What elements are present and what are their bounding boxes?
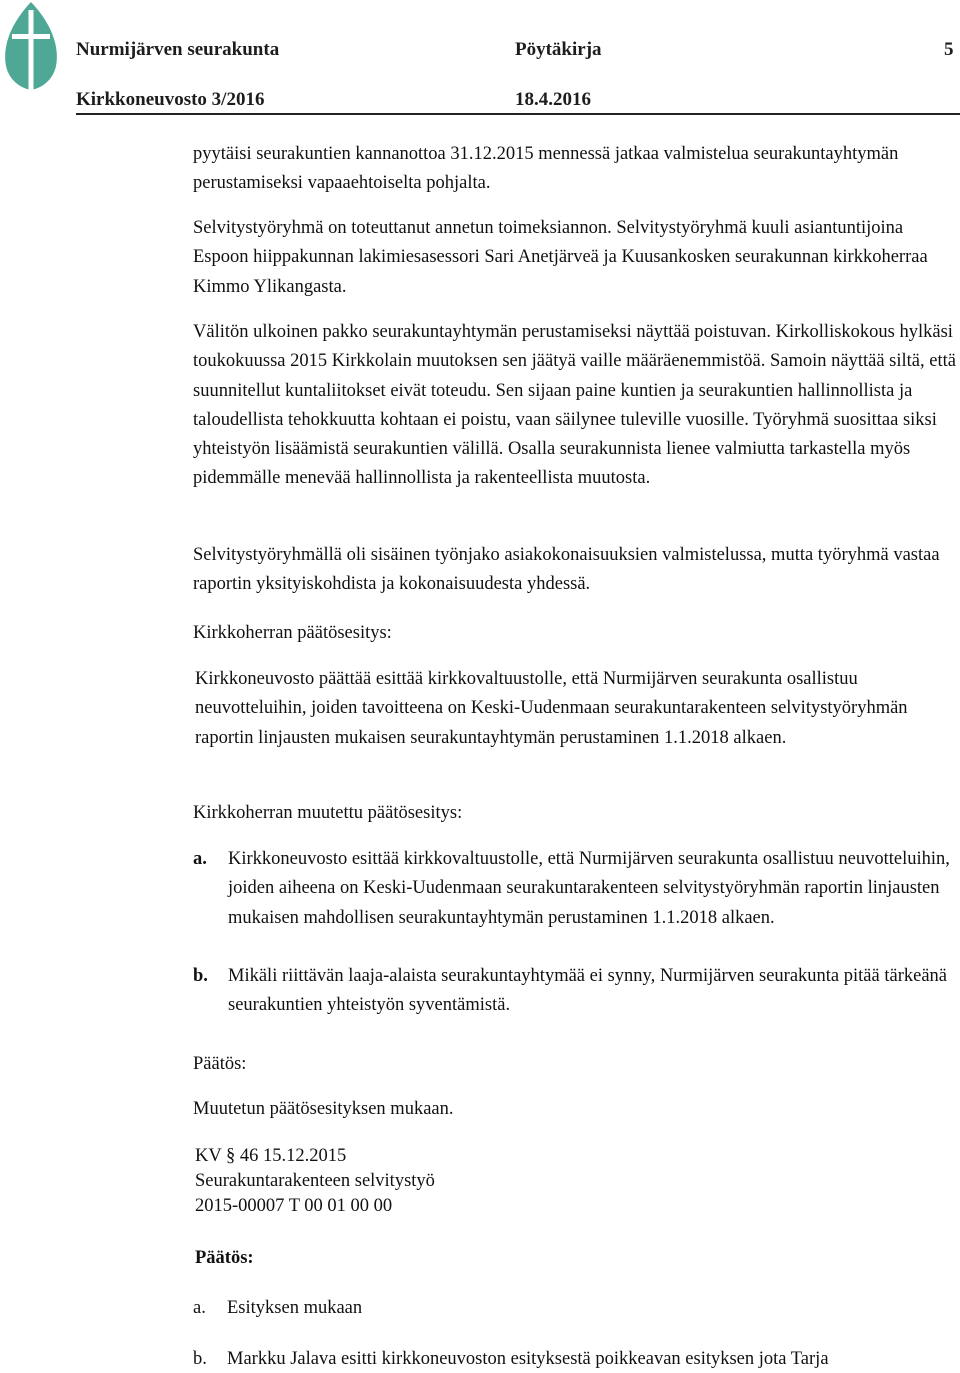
meeting-date: 18.4.2016 bbox=[515, 89, 591, 110]
item-label: b. bbox=[193, 1349, 207, 1369]
proposal-heading: Kirkkoherran päätösesitys: bbox=[193, 623, 392, 643]
item-text: Esityksen mukaan bbox=[227, 1298, 363, 1318]
reference-line-2: Seurakuntarakenteen selvitystyö bbox=[195, 1171, 435, 1191]
item-label: b. bbox=[193, 966, 208, 986]
item-label: a. bbox=[193, 849, 207, 869]
decision-text: Muutetun päätösesityksen mukaan. bbox=[193, 1099, 454, 1119]
item-text: Mikäli riittävän laaja-alaista seurakuntayhtymää ei synny, Nurmijärven seurakunta pitää tärkeänä seurakuntien yhteistyön syventämistä. bbox=[228, 966, 947, 1016]
header-divider bbox=[76, 113, 960, 115]
decision2-item-b bbox=[193, 1347, 958, 1372]
paragraph-2: Selvitystyöryhmä on toteuttanut annetun toimeksiannon. Selvitystyöryhmä kuuli asiantuntijoina Espoon hiippakunnan lakimiesasessori Sari Anetjärveä ja Kuusankosken seurakunnan kirkkoherraa Kimmo Ylikangasta. bbox=[193, 218, 928, 297]
decision2-heading: Päätös: bbox=[195, 1248, 254, 1268]
meeting-name: Kirkkoneuvosto 3/2016 bbox=[76, 89, 265, 110]
paragraph-4: Selvitystyöryhmällä oli sisäinen työnjako asiakokonaisuuksien valmistelussa, mutta työryhmä vastaa raportin yksityiskohdista ja kokonaisuudesta yhdessä. bbox=[193, 545, 940, 595]
document-type: Pöytäkirja bbox=[515, 39, 602, 60]
parish-logo bbox=[0, 0, 62, 92]
modified-proposal-heading: Kirkkoherran muutettu päätösesitys: bbox=[193, 803, 463, 823]
paragraph-1: pyytäisi seurakuntien kannanottoa 31.12.2015 mennessä jatkaa valmistelua seurakuntayhtymän perustamiseksi vapaaehtoiselta pohjalta. bbox=[193, 144, 899, 194]
item-text: Markku Jalava esitti kirkkoneuvoston esityksestä poikkeavan esityksen jota Tarja bbox=[227, 1349, 829, 1369]
modified-item-b bbox=[193, 962, 958, 1021]
organization-name: Nurmijärven seurakunta bbox=[76, 39, 280, 60]
proposal-text: Kirkkoneuvosto päättää esittää kirkkovaltuustolle, että Nurmijärven seurakunta osallistuu neuvotteluihin, joiden tavoitteena on Keski-Uudenmaan seurakuntarakenteen selvitystyöryhmän raportin linjausten mukaisen seurakuntayhtymän perustaminen 1.1.2018 alkaen. bbox=[195, 669, 908, 748]
decision2-item-a bbox=[193, 1296, 958, 1321]
page-number: 5 bbox=[944, 39, 954, 60]
reference-line-3: 2015-00007 T 00 01 00 00 bbox=[195, 1196, 393, 1216]
reference-line-1: KV § 46 15.12.2015 bbox=[195, 1146, 347, 1166]
paragraph-3: Välitön ulkoinen pakko seurakuntayhtymän perustamiseksi näyttää poistuvan. Kirkolliskokous hylkäsi toukokuussa 2015 Kirkkolain muutoksen sen jäätyä vaille määräenemmistöä. Samoin näyttää siltä, että suunnitellut kuntaliitokset eivät toteudu. Sen sijaan paine kuntien ja seurakuntien hallinnollista ja taloudellista tehokkuutta kohtaan ei poistu, vaan säilynee tuleville vuosille. Työryhmä suosittaa siksi yhteistyön lisäämistä seurakuntien välillä. Osalla seurakunnista lienee valmiutta tarkastella myös pidemmälle menevää hallinnollista ja rakenteellista muutosta. bbox=[193, 322, 956, 489]
decision-heading: Päätös: bbox=[193, 1054, 247, 1074]
item-label: a. bbox=[193, 1298, 206, 1318]
item-text: Kirkkoneuvosto esittää kirkkovaltuustolle, että Nurmijärven seurakunta osallistuu neuvotteluihin, joiden aiheena on Keski-Uudenmaan seurakuntarakenteen selvitystyöryhmän raportin linjausten mukaisen mahdollisen seurakuntayhtymän perustaminen 1.1.2018 alkaen. bbox=[228, 849, 950, 928]
modified-item-a bbox=[193, 845, 958, 933]
